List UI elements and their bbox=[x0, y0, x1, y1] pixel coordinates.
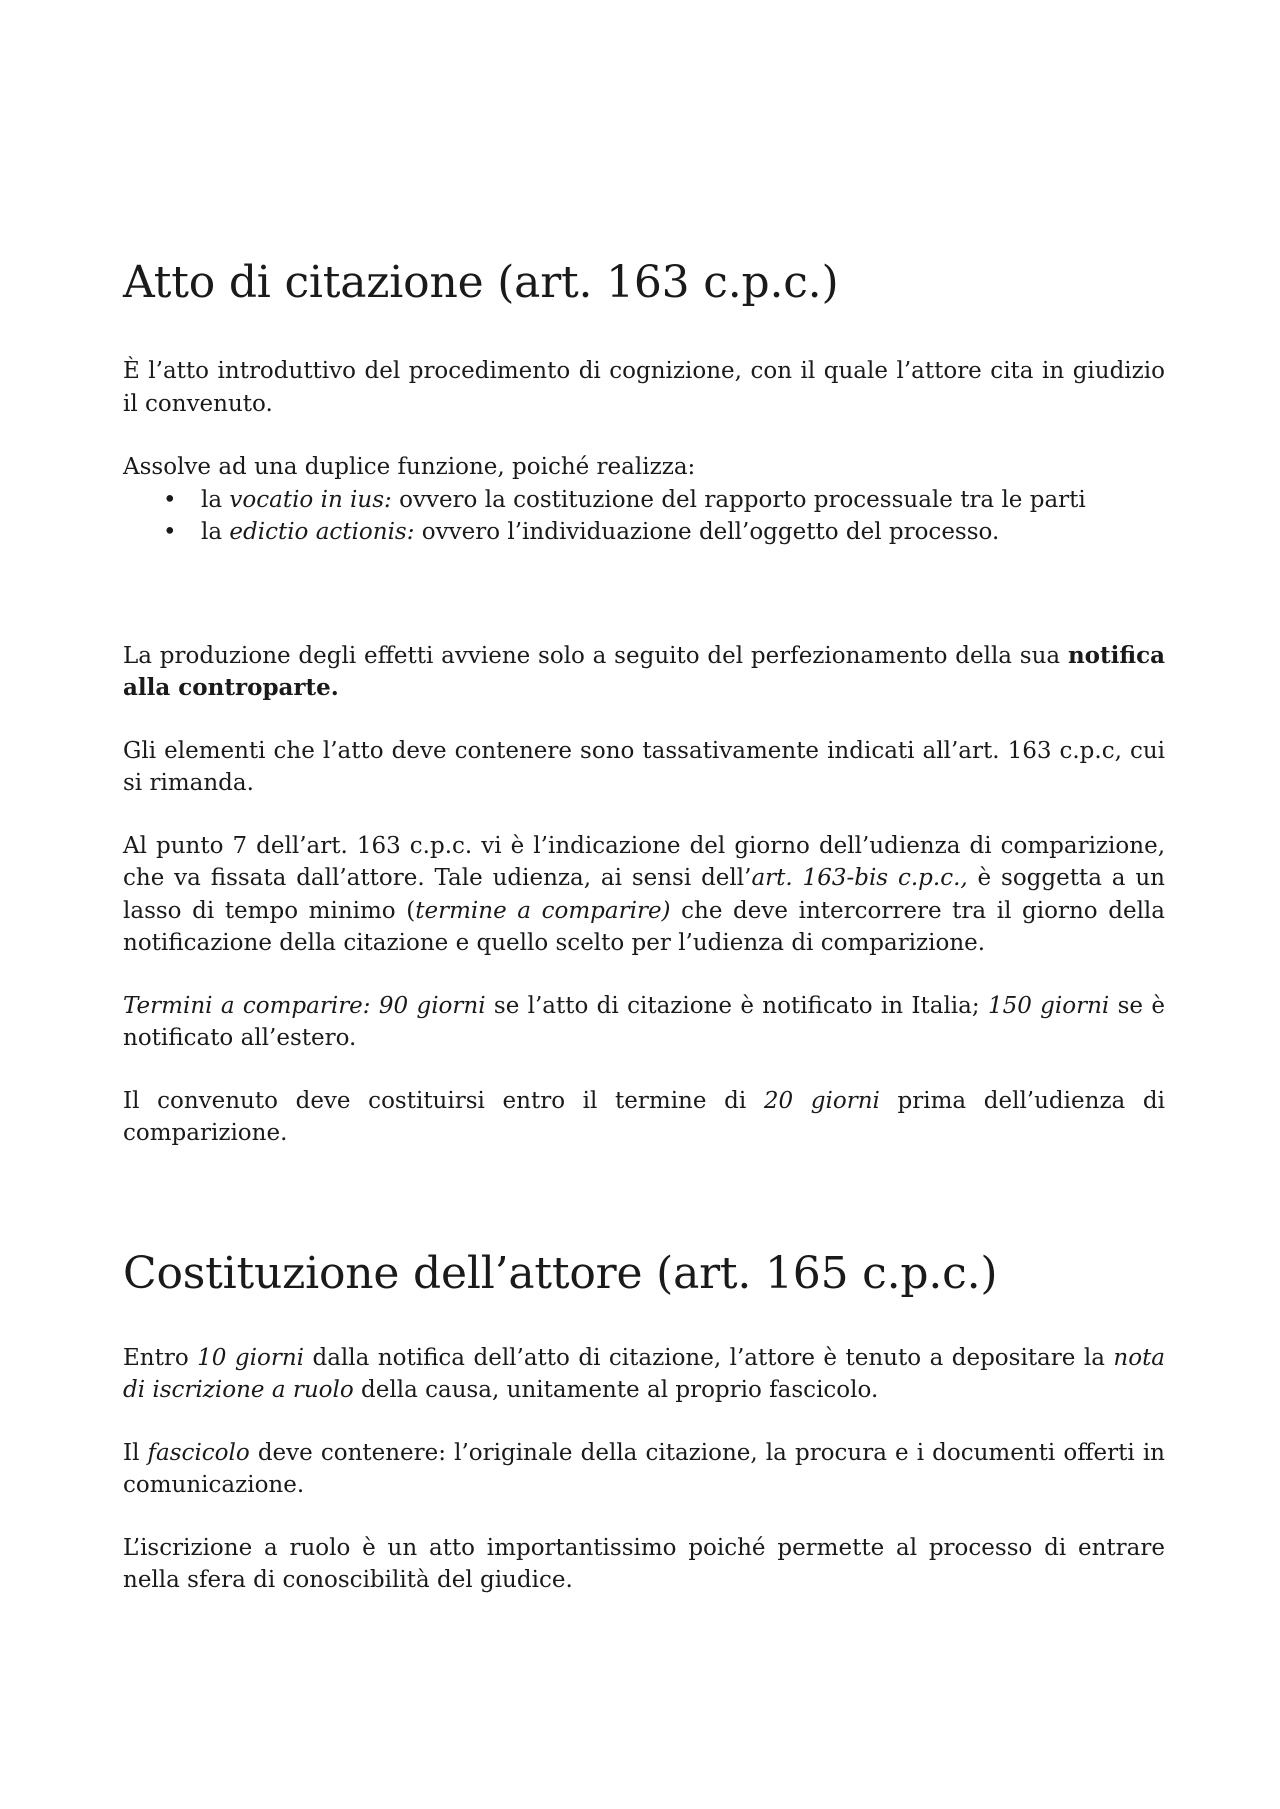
paragraph-functions-lead: Assolve ad una duplice funzione, poiché realizza: bbox=[123, 454, 696, 480]
paragraph-elements: Gli elementi che l’atto deve contenere sono tassativamente indicati all’art. 163 c.p.c, cui si rimanda. bbox=[123, 737, 1165, 796]
paragraph-effects: La produzione degli effetti avviene solo a seguito del perfezionamento della sua notifica alla controparte. bbox=[123, 641, 1165, 701]
paragraph-dossier: Il fascicolo deve contenere: l’originale della citazione, la procura e i documenti offerti in comunicazione. bbox=[123, 1439, 1165, 1498]
bullet-marker: • bbox=[163, 519, 177, 545]
paragraph-deadline: Entro 10 giorni dalla notifica dell’atto di citazione, l’attore è tenuto a depositare la nota di iscrizione a ruolo della causa, unitamente al proprio fascicolo. bbox=[123, 1344, 1166, 1403]
paragraph-intro: È l’atto introduttivo del procedimento di cognizione, con il quale l’attore cita in giudizio il convenuto. bbox=[123, 358, 1165, 417]
term-vocatio: vocatio in ius: bbox=[229, 486, 392, 513]
section-title-atto-di-citazione: Atto di citazione (art. 163 c.p.c.) bbox=[123, 257, 839, 308]
section-title-costituzione-attore: Costituzione dell’attore (art. 165 c.p.c.) bbox=[123, 1247, 998, 1299]
paragraph-defendant: Il convenuto deve costituirsi entro il termine di 20 giorni prima dell’udienza di comparizione. bbox=[123, 1087, 1165, 1146]
bullet-marker: • bbox=[163, 486, 177, 513]
paragraph-registration: L’iscrizione a ruolo è un atto importantissimo poiché permette al processo di entrare nella sfera di conoscibilità del giudice. bbox=[123, 1534, 1165, 1593]
functions-list bbox=[123, 484, 1165, 549]
paragraph-point7: Al punto 7 dell’art. 163 c.p.c. vi è l’indicazione del giorno dell’udienza di comparizione, che va fissata dall’attore. Tale udienza, ai sensi dell’art. 163-bis c.p.c., è soggetta a un lasso di tempo minimo (termine a comparire) che deve intercorrere tra il giorno della notificazione della citazione e quello scelto per l’udienza di comparizione. bbox=[123, 832, 1165, 956]
document-body bbox=[123, 255, 1165, 1597]
list-item: • la edictio actionis: ovvero l’individuazione dell’oggetto del processo. bbox=[163, 516, 1165, 549]
term-edictio: edictio actionis: bbox=[229, 519, 415, 545]
list-item: • la vocatio in ius: ovvero la costituzione del rapporto processuale tra le parti bbox=[163, 484, 1165, 517]
emphasis-notifica: notifica alla controparte. bbox=[123, 641, 1165, 701]
paragraph-terms: Termini a comparire: 90 giorni se l’atto di citazione è notificato in Italia; 150 giorni se è notificato all’estero. bbox=[123, 992, 1165, 1051]
